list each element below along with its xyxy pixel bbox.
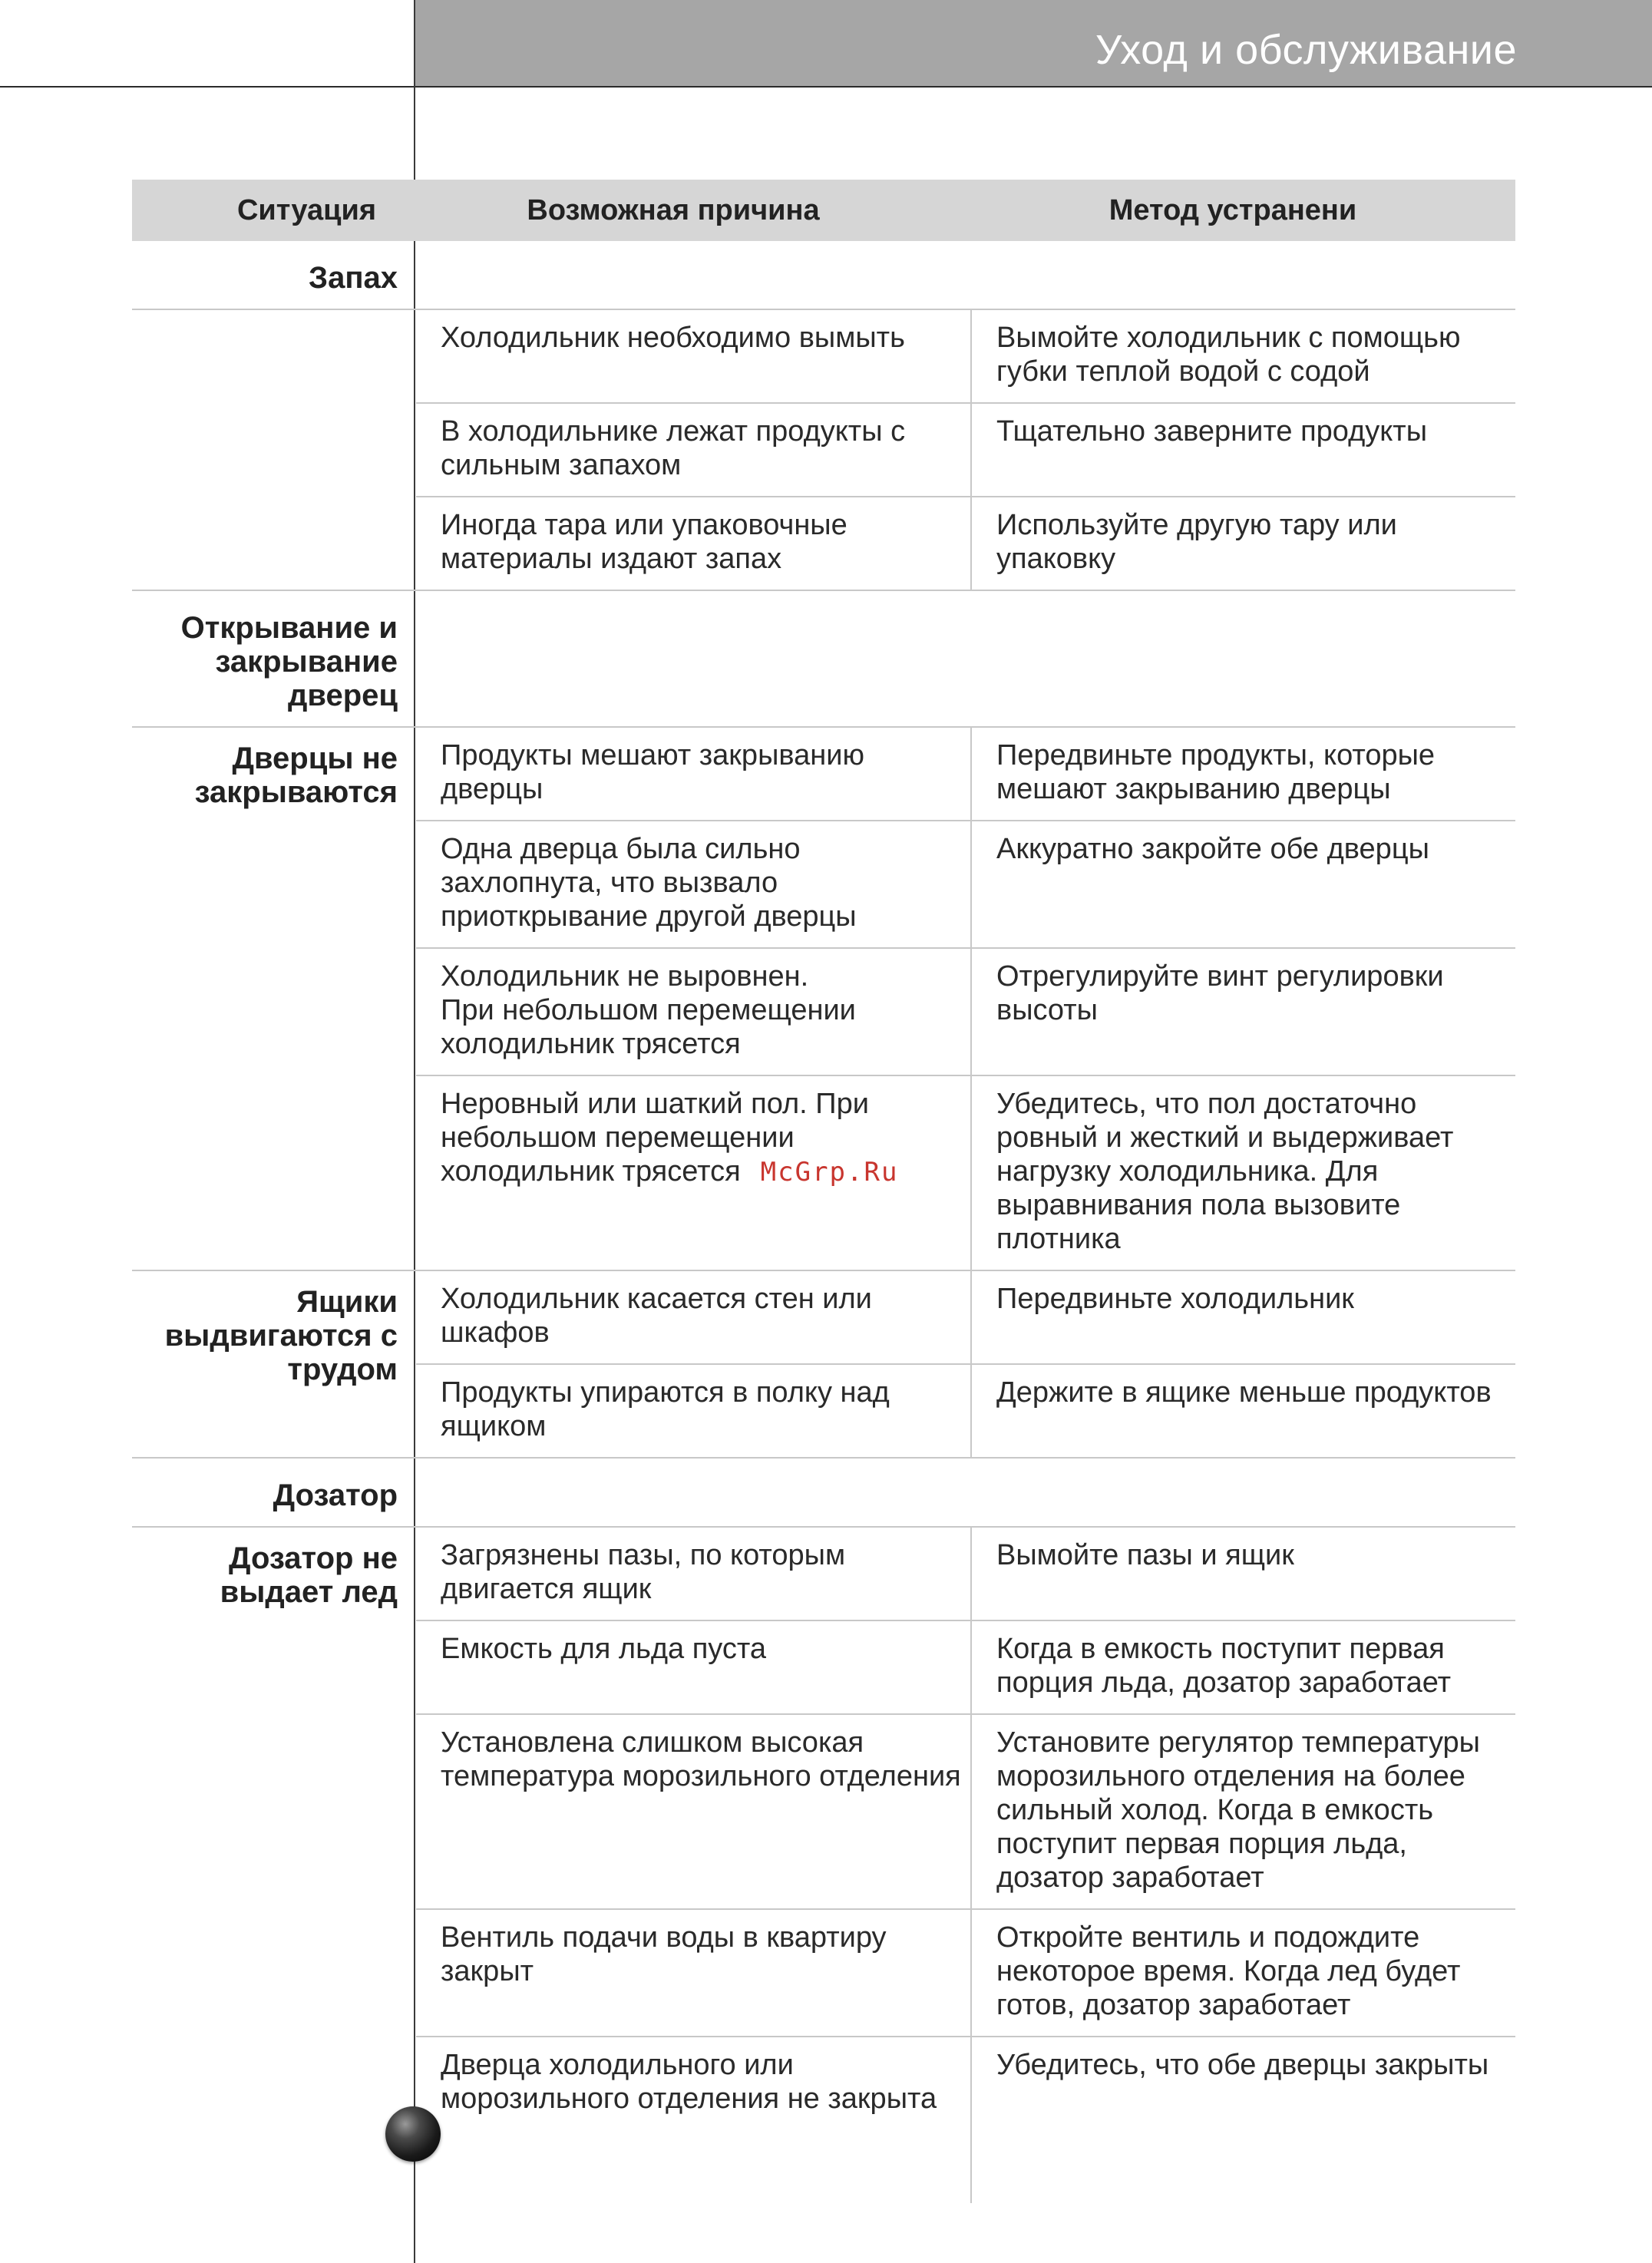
cause-cell [416, 1271, 970, 1363]
situation-label: Ящики выдвигаются с трудом [164, 1285, 398, 1386]
column-header-fix: Метод устранени [1108, 193, 1357, 226]
fix-cell: Передвиньте продукты, которые мешают закрыванию дверцы [970, 728, 1515, 820]
category-row [132, 1459, 1515, 1528]
page-marker-bullet [385, 2106, 441, 2162]
situation-group [132, 728, 1515, 1271]
page-title: Уход и обслуживание [1095, 27, 1517, 73]
cause-text: Холодильник не выровнен. При небольшом перемещении холодильник трясется [441, 960, 856, 1060]
header-rule [0, 86, 1652, 88]
table-row [416, 949, 1515, 1076]
cause-cell [416, 1076, 970, 1270]
table-row [416, 1528, 1515, 1621]
troubleshooting-table [132, 180, 1515, 2203]
table-row [416, 310, 1515, 404]
cause-text: Одна дверца была сильно захлопнута, что вызвало приоткрывание другой дверцы [441, 833, 857, 933]
column-header-cause: Возможная причина [527, 193, 820, 226]
table-row [416, 497, 1515, 590]
cause-cell [416, 728, 970, 820]
table-row [416, 821, 1515, 949]
table-row [416, 2037, 1515, 2203]
fix-cell: Вымойте холодильник с помощью губки теплой водой с содой [970, 310, 1515, 402]
table-body [132, 241, 1515, 2203]
cause-cell [416, 1528, 970, 1620]
table-header [132, 180, 1515, 241]
fix-cell: Отрегулируйте винт регулировки высоты [970, 949, 1515, 1075]
fix-cell: Используйте другую тару или упаковку [970, 497, 1515, 590]
table-row [416, 728, 1515, 821]
cause-text: Вентиль подачи воды в квартиру закрыт [441, 1921, 887, 1987]
table-row [416, 1271, 1515, 1365]
cause-cell [416, 949, 970, 1075]
situation-group [132, 1271, 1515, 1459]
cause-text: Загрязнены пазы, по которым двигается ящик [441, 1539, 846, 1605]
cause-text: Установлена слишком высокая температура морозильного отделения [441, 1726, 961, 1792]
fix-cell: Держите в ящике меньше продуктов [970, 1365, 1515, 1457]
situation-group [132, 310, 1515, 591]
fix-cell: Убедитесь, что обе дверцы закрыты [970, 2037, 1515, 2203]
category-row [132, 591, 1515, 728]
fix-cell: Вымойте пазы и ящик [970, 1528, 1515, 1620]
cause-cell [416, 2037, 970, 2203]
table-row [416, 1076, 1515, 1270]
fix-cell: Установите регулятор температуры морозильного отделения на более сильный холод. Когда в емкость поступит первая порция льда, дозатор заработает [970, 1715, 1515, 1908]
situation-label: Дверцы не закрываются [194, 742, 398, 809]
cause-text: Продукты упираются в полку над ящиком [441, 1376, 890, 1442]
table-row [416, 404, 1515, 497]
fix-cell: Передвиньте холодильник [970, 1271, 1515, 1363]
cause-text: Неровный или шаткий пол. При небольшом перемещении холодильник трясется [441, 1088, 869, 1188]
cause-text: Холодильник касается стен или шкафов [441, 1283, 872, 1349]
watermark-text: McGrp.Ru [760, 1157, 899, 1188]
cause-text: Иногда тара или упаковочные материалы издают запах [441, 509, 847, 575]
category-row [132, 241, 1515, 310]
situation-label: Дозатор не выдает лед [220, 1541, 398, 1609]
table-row [416, 1715, 1515, 1910]
cause-cell [416, 404, 970, 496]
cause-text: Емкость для льда пуста [441, 1633, 766, 1665]
fix-cell: Аккуратно закройте обе дверцы [970, 821, 1515, 947]
situation-label [132, 310, 416, 590]
table-row [416, 1621, 1515, 1715]
category-title: Запах [309, 261, 398, 295]
cause-cell [416, 821, 970, 947]
cause-text: Дверца холодильного или морозильного отделения не закрыта [441, 2049, 937, 2115]
cause-cell [416, 1621, 970, 1713]
table-row [416, 1365, 1515, 1457]
category-title: Открывание и закрывание дверец [180, 611, 398, 712]
table-row [416, 1910, 1515, 2037]
fix-cell: Откройте вентиль и подождите некоторое время. Когда лед будет готов, дозатор заработает [970, 1910, 1515, 2036]
fix-cell: Когда в емкость поступит первая порция льда, дозатор заработает [970, 1621, 1515, 1713]
column-header-situation: Ситуация [236, 193, 376, 226]
cause-cell [416, 310, 970, 402]
cause-cell [416, 1365, 970, 1457]
cause-cell [416, 1910, 970, 2036]
category-title: Дозатор [273, 1478, 398, 1512]
cause-text: Холодильник необходимо вымыть [441, 322, 905, 354]
situation-group [132, 1528, 1515, 2203]
header-band [415, 0, 1652, 86]
fix-cell: Тщательно заверните продукты [970, 404, 1515, 496]
cause-text: Продукты мешают закрыванию дверцы [441, 739, 864, 805]
fix-cell: Убедитесь, что пол достаточно ровный и жесткий и выдерживает нагрузку холодильника. Для выравнивания пола вызовите плотника [970, 1076, 1515, 1270]
cause-text: В холодильнике лежат продукты с сильным запахом [441, 415, 906, 481]
cause-cell [416, 1715, 970, 1908]
cause-cell [416, 497, 970, 590]
